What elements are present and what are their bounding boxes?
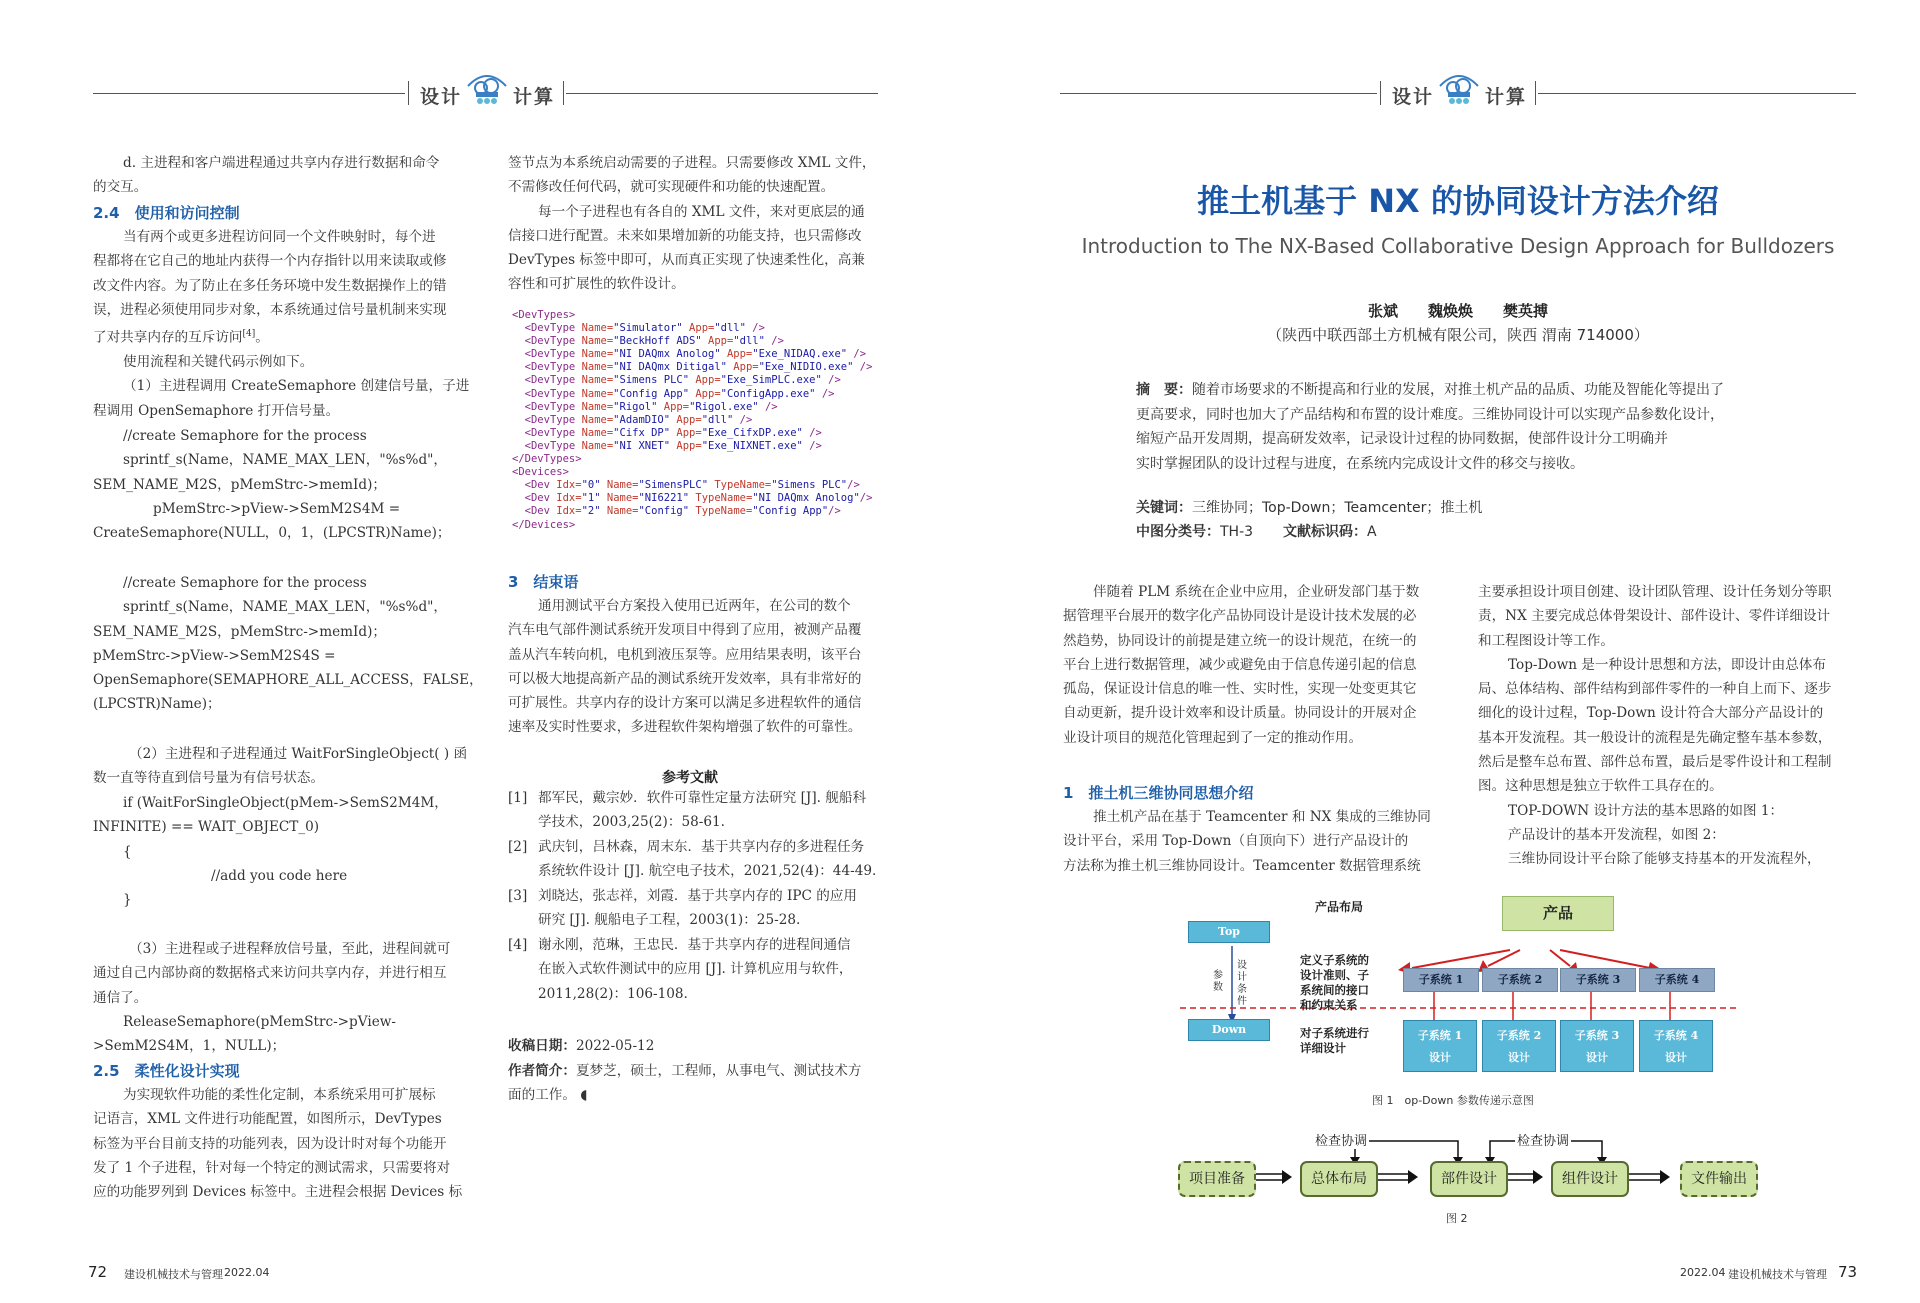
section-2-4-title: 2.4 使用和访问控制 xyxy=(93,204,240,222)
figure-2-caption: 图 2 xyxy=(1446,1212,1468,1225)
article-title: 推土机基于 NX 的协同设计方法介绍 xyxy=(1197,182,1719,220)
fig1-subsystem-design-3: 子系统 3 设计 xyxy=(1560,1020,1634,1072)
fig1-design-text: 对子系统进行 详细设计 xyxy=(1300,1026,1369,1055)
left-page-number: 72 xyxy=(88,1263,108,1281)
author-list: 张斌 魏焕焕 樊英搏 xyxy=(1367,302,1549,320)
code-block-release: ReleaseSemaphore(pMemStrc->pView- >SemM2S4M，1，NULL)； xyxy=(93,1014,396,1055)
section-2-5-title: 2.5 柔性化设计实现 xyxy=(93,1062,240,1080)
section-2-5-body: 为实现软件功能的柔性化定制，本系统采用可扩展标 记语言，XML 文件进行功能配置，如图所示，DevTypes 标签为平台目前支持的功能列表，因为设计时对每个功能开 发了 1 个子进程，针对每一个特定的测试需求，只需要将对 应的功能罗列到 Devices 标签中。主进程会根据 Devices 标 xyxy=(93,1087,463,1201)
fig1-layout-label: 产品布局 xyxy=(1315,900,1364,914)
xml-devtype-row: <DevType Name="NI XNET" App="Exe_NIXNET.exe" /> xyxy=(524,439,822,452)
cloud-gear-icon-2 xyxy=(1436,66,1482,110)
reference-4: [4] 谢永刚，范琳，王忠民．基于共享内存的进程间通信 在嵌入式软件测试中的应用 [J]. 计算机应用与软件， 2011,28(2)：106-108. xyxy=(508,937,853,1002)
fig1-define-text: 定义子系统的 设计准则、子 系统间的接口 和约束关系 xyxy=(1300,953,1369,1012)
affiliation: （陕西中联西部土方机械有限公司，陕西 渭南 714000） xyxy=(1267,326,1649,344)
xml-devtype-row: <DevType Name="AdamDIO" App="dll" /> xyxy=(524,413,753,426)
classification: 中图分类号：TH-3 文献标识码：A xyxy=(1136,524,1377,540)
section-3-title: 3 结束语 xyxy=(508,573,579,591)
right-footer-journal: 建设机械技术与管理 xyxy=(1728,1268,1827,1281)
intro-paragraph: d. 主进程和客户端进程通过共享内存进行数据和命令 的交互。 xyxy=(93,155,440,196)
section-1-body: 推土机产品在基于 Teamcenter 和 NX 集成的三维协同 设计平台，采用 Top-Down（自顶向下）进行产品设计的 方法称为推土机三维协同设计。Teamcenter 数据管理系统 xyxy=(1063,809,1431,874)
fig1-subsystem-design-4: 子系统 4 设计 xyxy=(1639,1020,1713,1072)
xml-devtype-row: <DevType Name="NI DAQmx Ditigal" App="Exe_NIDIO.exe" /> xyxy=(524,361,873,374)
code-block-create: //create Semaphore for the process sprintf_s(Name，NAME_MAX_LEN，"%s%d"， SEM_NAME_M2S，pMemStrc->memId)； pMemStrc->pView->SemM2S4M = CreateSemaphore(NULL，0，1，(LPCSTR)Name)； xyxy=(93,428,451,542)
right-page-number: 73 xyxy=(1838,1263,1858,1281)
left-footer-issue: 2022.04 xyxy=(224,1266,270,1279)
fig1-product-node: 产品 xyxy=(1502,896,1614,931)
section-2-4-body: 当有两个或更多进程访问同一个文件映射时，每个进 程都将在它自己的地址内获得一个内存指针以用来读取或修 改文件内容。为了防止在多任务环境中发生数据操作上的错 误，进程必须使用同步对象，本系统通过信号量机制来实现 了对共享内存的互斥访问[4]。 使用流程和关键代码示例如下。 （1）主进程调用 CreateSemaphore 创建信号量，子进 程调用 OpenSemaphore 打开信号量。 xyxy=(93,229,470,419)
xml-devtype-row: <DevType Name="Config App" App="ConfigApp.exe" /> xyxy=(524,387,835,400)
intro-body: 伴随着 PLM 系统在企业中应用，企业研发部门基于数 据管理平台展开的数字化产品协同设计是设计技术发展的必 然趋势，协同设计的前提是建立统一的设计规范，在统一的 平台上进行数据管理，减少或避免由于信息传递引起的信息 孤岛，保证设计信息的唯一性、实时性，实现一处变更其它 自动更新，提升设计效率和设计质量。协同设计的开展对企 业设计项目的规范化管理起到了一定的推动作用。 xyxy=(1063,584,1420,746)
xml-device-row: <Dev Idx="0" Name="SimensPLC" TypeName="Simens PLC"/> xyxy=(524,479,860,492)
right-col2-body: 主要承担设计项目创建、设计团队管理、设计任务划分等职 责，NX 主要完成总体骨架设计、部件设计、零件详细设计 和工程图设计等工作。 Top-Down 是一种设计思想和方法，即设计由总体布 局、总体结构、部件结构到部件零件的一种自上而下、逐步 细化的设计过程，Top-Down 设计符合大部分产品设计的 基本开发流程。其一般设计的流程是先确定整车基本参数， 然后是整车总布置、部件总布置，最后是零件设计和工程制 图。这种思想是独立于软件工具存在的。 TOP-DOWN 设计方法的基本思路的如图 1： 产品设计的基本开发流程，如图 2： 三维协同设计平台除了能够支持基本的开发流程外， xyxy=(1478,584,1832,868)
fig1-subsystem-1: 子系统 1 xyxy=(1403,968,1479,992)
figure-1-caption: 图 1 op-Down 参数传递示意图 xyxy=(1372,1094,1534,1107)
xml-devtype-row: <DevType Name="Simens PLC" App="Exe_SimPLC.exe" /> xyxy=(524,374,841,387)
fig1-subsystem-design-1: 子系统 1 设计 xyxy=(1403,1020,1477,1072)
fig1-subsystem-4: 子系统 4 xyxy=(1639,968,1715,992)
col2-top-paragraph: 签节点为本系统启动需要的子进程。只需要修改 XML 文件， 不需修改任何代码，就可实现硬件和功能的快速配置。 每一个子进程也有各自的 XML 文件，来对更底层的通 信接口进行配置。未来如果增加新的功能支持，也只需修改 DevTypes 标签中即可，从而真正实现了快速柔性化，高兼 容性和可扩展性的软件设计。 xyxy=(508,155,876,293)
left-footer-journal: 建设机械技术与管理 xyxy=(124,1268,223,1281)
xml-devtype-row: <DevType Name="Simulator" App="dll" /> xyxy=(524,322,765,335)
fig2-step-part-design: 部件设计 xyxy=(1430,1161,1508,1197)
xml-device-row: <Dev Idx="1" Name="NI6221" TypeName="NI DAQmx Anolog"/> xyxy=(524,492,873,505)
xml-devtype-row: <DevType Name="Rigol" App="Rigol.exe" /> xyxy=(524,400,778,413)
fig2-check-label-2: 检查协调 xyxy=(1515,1130,1571,1149)
code-block-open: //create Semaphore for the process sprintf_s(Name，NAME_MAX_LEN，"%s%d"， SEM_NAME_M2S，pMemStrc->memId)； pMemStrc->pView->SemM2S4S = OpenSemaphore(SEMAPHORE_ALL_ACCESS，FALSE， (LPCSTR)Name)； xyxy=(93,575,483,713)
section-1-title: 1 推土机三维协同思想介绍 xyxy=(1063,784,1254,802)
end-mark-icon: ◖ xyxy=(580,1087,588,1104)
reference-2: [2] 武庆钊，吕林森，周末东．基于共享内存的多进程任务 系统软件设计 [J]. 航空电子技术，2021,52(4)：44-49. xyxy=(508,839,877,880)
fig2-check-label-1: 检查协调 xyxy=(1313,1130,1369,1149)
section-3-body: 通用测试平台方案投入使用已近两年，在公司的数个 汽车电气部件测试系统开发项目中得到了应用，被测产品覆 盖从汽车转向机，电机到液压泵等。应用结果表明，该平台 可以极大地提高新产品的测试系统开发效率，具有非常好的 可扩展性。共享内存的设计方案可以满足多进程软件的通信 速率及实时性要求，多进程软件架构增强了软件的可靠性。 xyxy=(508,598,862,736)
xml-config-listing: <DevTypes> <DevType Name="Simulator" App="dll" /> <DevType Name="BeckHoff ADS" App="dll" /> <DevType Name="NI DAQmx Anolog" App="Exe_NIDAQ.exe" /> <DevType Name="NI DAQmx Ditigal" App="Exe_NIDIO.exe" /> <DevType Name="Simens PLC" App="Exe_SimPLC.exe" /> <DevType Name="Config App" App="ConfigApp.exe" /> <DevType Name="Rigol" App="Rigol.exe" /> <DevType Name="AdamDIO" App="dll" /> <DevType Name="Cifx DP" App="Exe_CifxDP.exe" /> <DevType Name="NI XNET" App="Exe_NIXNET.exe" /> </DevTypes> <Devices> <Dev Idx="0" Name="SimensPLC" TypeName="Simens PLC"/> <Dev Idx="1" Name="NI6221" TypeName="NI DAQmx Anolog"/> <Dev Idx="2" Name="Config" TypeName="Config App"/> </Devices> xyxy=(512,309,873,531)
fig1-subsystem-design-2: 子系统 2 设计 xyxy=(1482,1020,1556,1072)
fig2-step-file-output: 文件输出 xyxy=(1680,1161,1758,1197)
xml-devtype-row: <DevType Name="BeckHoff ADS" App="dll" /> xyxy=(524,335,784,348)
cloud-gear-icon xyxy=(464,66,510,110)
received-date: 收稿日期：2022-05-12 xyxy=(508,1038,655,1054)
article-title-english: Introduction to The NX-Based Collaborative Design Approach for Bulldozers xyxy=(1081,234,1835,258)
step-3-paragraph: （3）主进程或子进程释放信号量，至此，进程间就可 通过自己内部协商的数据格式来访问共享内存，并进行相互 通信了。 xyxy=(93,941,451,1006)
fig1-param-label: 参数 xyxy=(1213,970,1223,993)
step-2-paragraph: （2）主进程和子进程通过 WaitForSingleObject( ) 函 数一直等待直到信号量为有信号状态。 xyxy=(93,746,468,787)
header-brand-right-2: 计算 xyxy=(1485,86,1528,108)
code-block-wait: if (WaitForSingleObject(pMem->SemS2M4M， INFINITE) == WAIT_OBJECT_0) { //add you code here } xyxy=(93,795,448,909)
references-title: 参考文献 xyxy=(662,770,718,786)
fig1-subsystem-3: 子系统 3 xyxy=(1560,968,1636,992)
author-bio: 作者简介：夏梦芝，硕士，工程师，从事电气、测试技术方 面的工作。 ◖ xyxy=(508,1063,862,1104)
fig1-top-node: Top xyxy=(1188,921,1270,943)
fig2-step-assembly-design: 组件设计 xyxy=(1551,1161,1629,1197)
xml-devtype-row: <DevType Name="NI DAQmx Anolog" App="Exe_NIDAQ.exe" /> xyxy=(524,348,867,361)
fig1-condition-label: 设计条件 xyxy=(1237,960,1247,1007)
abstract: 摘 要：随着市场要求的不断提高和行业的发展，对推土机产品的品质、功能及智能化等提出了 更高要求，同时也加大了产品结构和布置的设计难度。三维协同设计可以实现产品参数化设计， 缩短产品开发周期，提高研发效率，记录设计过程的协同数据，使部件设计分工明确并 实时掌握团队的设计过程与进度，在系统内完成设计文件的移交与接收。 xyxy=(1136,382,1724,472)
header-brand-right: 计算 xyxy=(513,86,556,108)
xml-devtype-row: <DevType Name="Cifx DP" App="Exe_CifxDP.exe" /> xyxy=(524,426,822,439)
fig1-down-node: Down xyxy=(1188,1019,1270,1041)
xml-device-row: <Dev Idx="2" Name="Config" TypeName="Config App"/> xyxy=(524,505,841,518)
right-footer-issue: 2022.04 xyxy=(1680,1266,1726,1279)
reference-1: [1] 都军民，戴宗妙．软件可靠性定量方法研究 [J]. 舰船科 学技术，2003,25(2)：58-61. xyxy=(508,790,867,831)
header-brand-left-2: 设计 xyxy=(1392,86,1435,108)
fig1-subsystem-2: 子系统 2 xyxy=(1482,968,1558,992)
reference-3: [3] 刘晓达，张志祥，刘霞．基于共享内存的 IPC 的应用 研究 [J]. 舰船电子工程，2003(1)：25-28. xyxy=(508,888,858,929)
fig2-step-project-prep: 项目准备 xyxy=(1178,1161,1256,1197)
keywords: 关键词：三维协同；Top-Down；Teamcenter；推土机 xyxy=(1136,500,1483,516)
header-brand-left: 设计 xyxy=(420,86,463,108)
fig2-step-overall-layout: 总体布局 xyxy=(1300,1161,1378,1197)
